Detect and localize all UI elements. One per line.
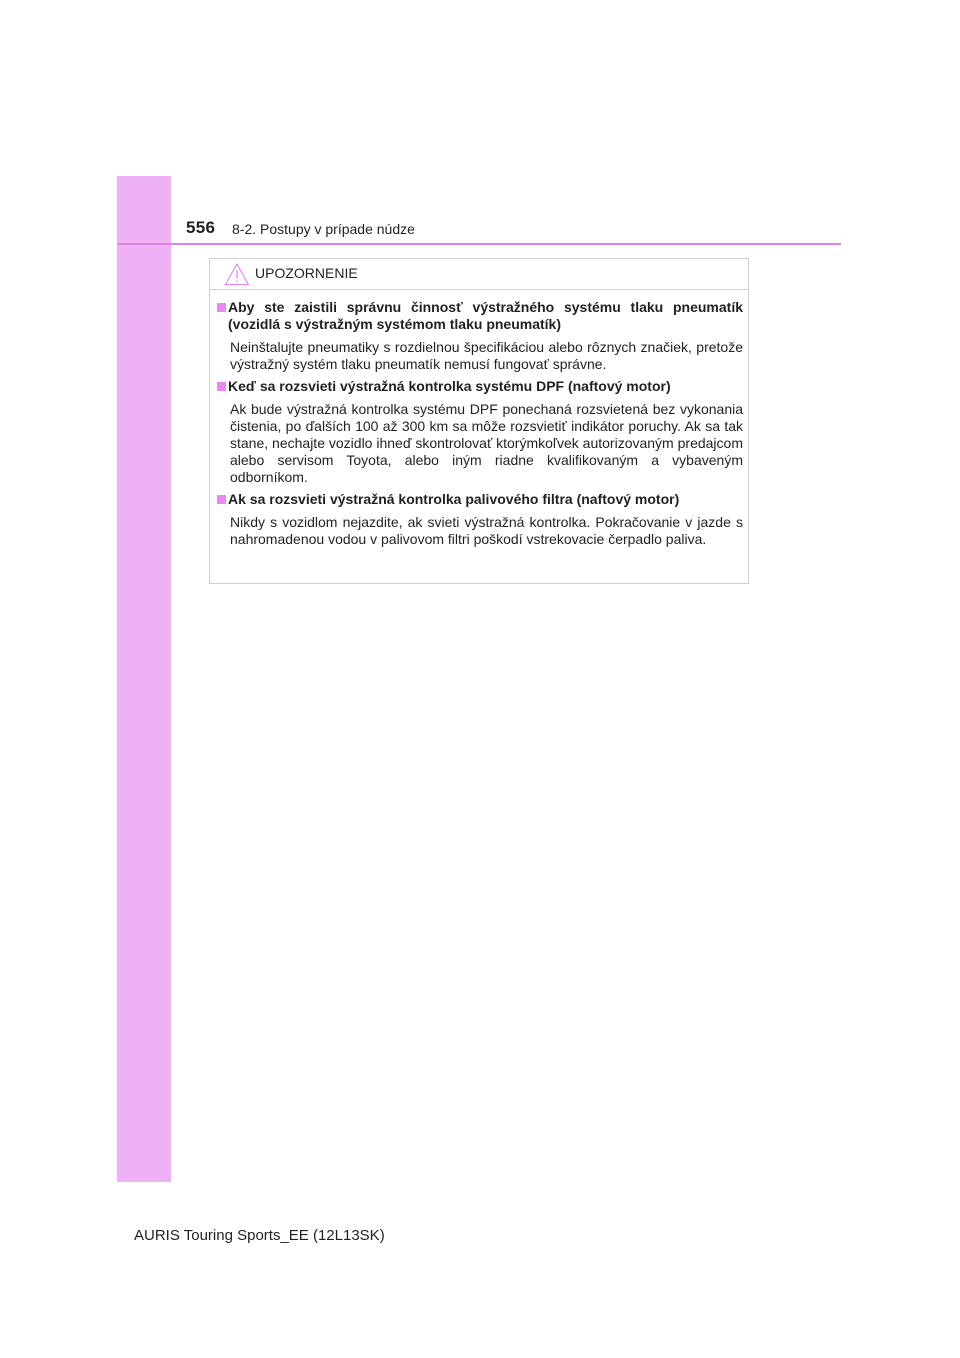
footer-model-code: AURIS Touring Sports_EE (12L13SK) (134, 1227, 385, 1244)
square-bullet-icon (217, 382, 226, 391)
warning-item-text: Nikdy s vozidlom nejazdite, ak svieti výstražná kontrolka. Pokračovanie v jazde s nahromadenou vodou v palivovom filtri poškodí vstrekovacie čerpadlo paliva. (230, 514, 743, 547)
warning-item-heading-text: Aby ste zaistili správnu činnosť výstražného systému tlaku pneumatík (vozidlá s výstražným systémom tlaku pneumatík) (228, 299, 743, 332)
warning-item-heading (217, 299, 743, 333)
square-bullet-icon (217, 495, 226, 504)
header-rule (117, 243, 841, 245)
square-bullet-icon (217, 303, 226, 312)
warning-header (210, 259, 748, 290)
warning-item-heading (217, 378, 743, 395)
warning-item-text: Neinštalujte pneumatiky s rozdielnou špecifikáciou alebo rôznych značiek, pretože výstražný systém tlaku pneumatík nemusí fungovať správne. (230, 339, 743, 372)
side-color-band (117, 176, 171, 1182)
warning-body (217, 299, 743, 553)
warning-triangle-icon (224, 262, 250, 286)
warning-box (209, 258, 749, 584)
page-number: 556 (186, 218, 216, 237)
warning-item-heading-text: Ak sa rozsvieti výstražná kontrolka palivového filtra (naftový motor) (228, 491, 680, 507)
warning-item-heading-text: Keď sa rozsvieti výstražná kontrolka systému DPF (naftový motor) (228, 378, 671, 394)
warning-label: UPOZORNENIE (255, 265, 358, 281)
warning-item-text: Ak bude výstražná kontrolka systému DPF ponechaná rozsvietená bez vykonania čistenia, po ďalších 100 až 300 km sa môže rozsvietiť indikátor poruchy. Ak sa tak stane, nechajte vozidlo ihneď skontrolovať ktorýmkoľvek autorizovaným predajcom alebo servisom Toyota, alebo iným riadne kvalifikovaným a vybaveným odborníkom. (230, 401, 743, 485)
warning-item-heading (217, 491, 743, 508)
section-title: 8-2. Postupy v prípade núdze (232, 221, 415, 237)
